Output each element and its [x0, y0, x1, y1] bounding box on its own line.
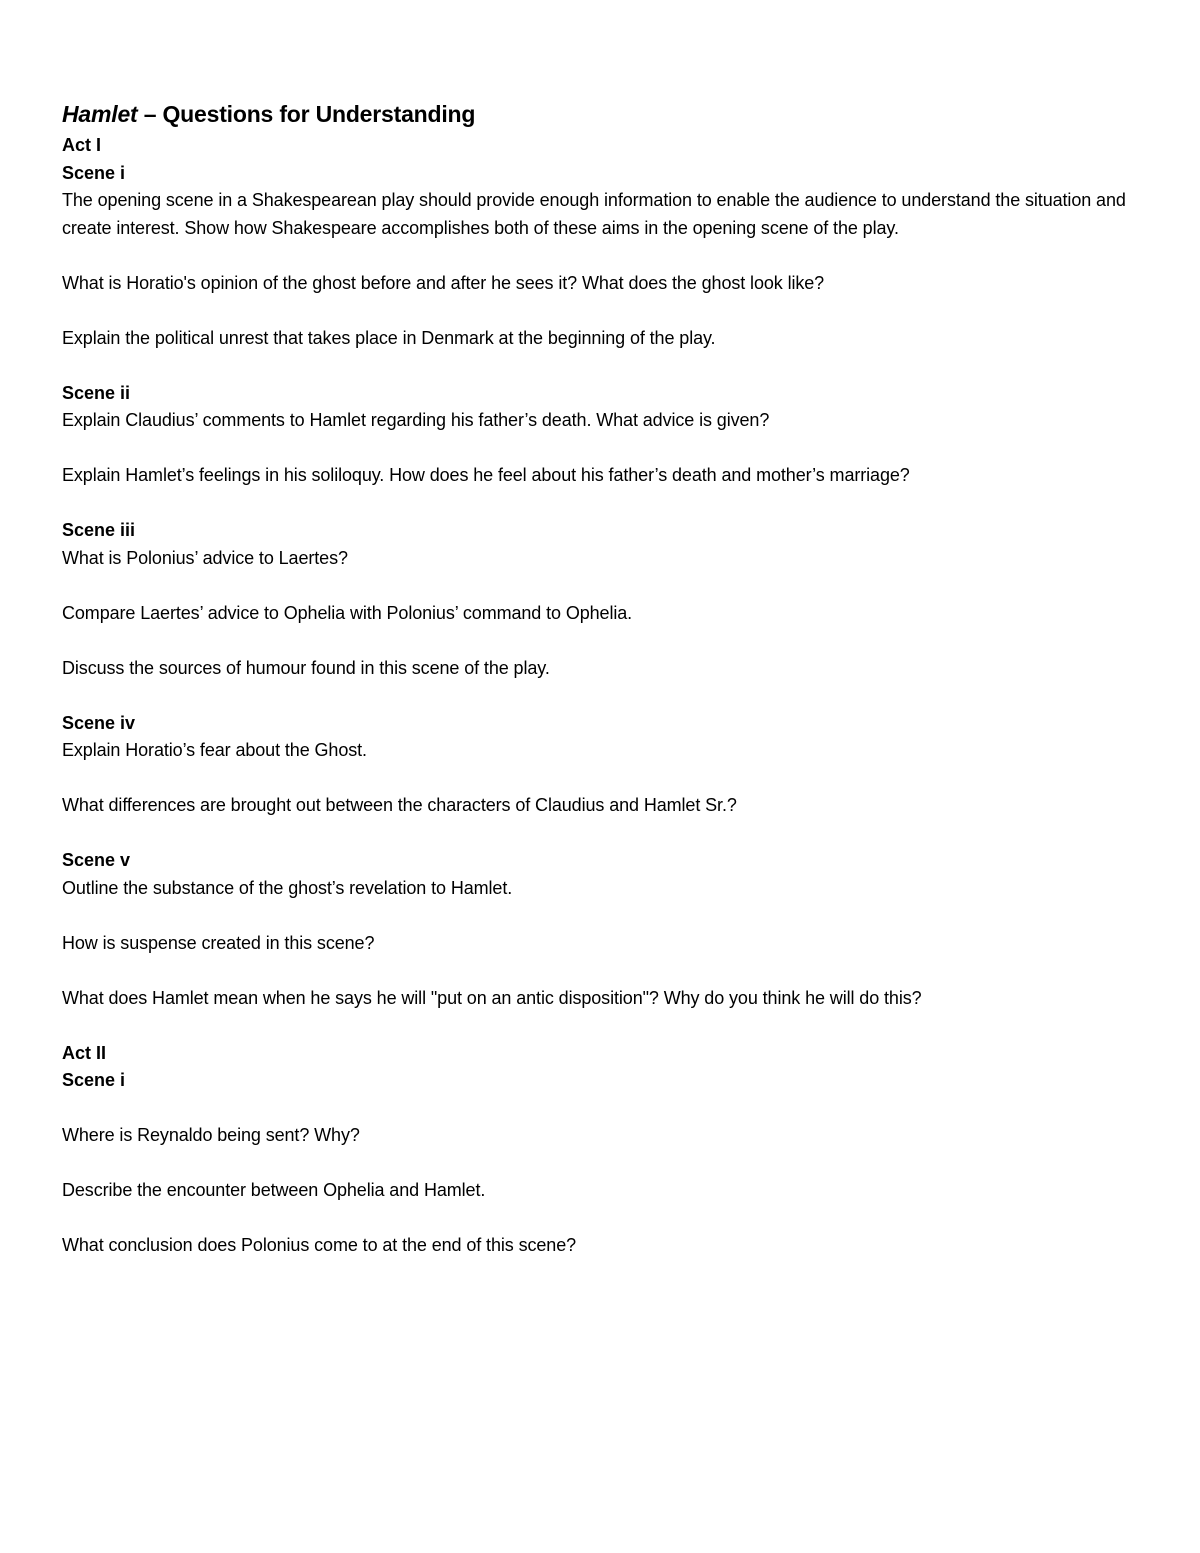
question-text: Explain Horatio’s fear about the Ghost. — [62, 740, 367, 760]
question-text: Compare Laertes’ advice to Ophelia with Polonius’ command to Ophelia. — [62, 602, 633, 623]
title-subtitle: – Questions for Understanding — [137, 101, 476, 127]
question-text: Explain the political unrest that takes place in Denmark at the beginning of the play. — [62, 327, 716, 348]
question-text: Discuss the sources of humour found in this scene of the play. — [62, 657, 550, 678]
scene-heading: Scene v — [62, 850, 131, 870]
scene-heading: Scene iii — [62, 520, 136, 540]
question-text: The opening scene in a Shakespearean play should provide enough information to enable the audience to understand the situation and create interest. Show how Shakespeare accomplishes both of these aims in the opening scene of the play. — [62, 190, 1126, 238]
question-text: What does Hamlet mean when he says he will "put on an antic disposition"? Why do you think he will do this? — [62, 987, 922, 1008]
act-heading: Act II — [62, 1042, 107, 1063]
act-heading: Act I — [62, 135, 102, 155]
question-text: What is Polonius’ advice to Laertes? — [62, 547, 348, 568]
question-text: Explain Hamlet’s feelings in his soliloquy. How does he feel about his father’s death and mother’s marriage? — [62, 465, 910, 485]
question-text: Outline the substance of the ghost’s revelation to Hamlet. — [62, 877, 513, 898]
scene-heading: Scene i — [62, 162, 126, 183]
question-text: Explain Claudius’ comments to Hamlet regarding his father’s death. What advice is given? — [62, 410, 770, 430]
blank-line — [62, 1095, 1152, 1123]
document-page — [62, 96, 1152, 1287]
document-title — [62, 96, 1152, 132]
question-text: What conclusion does Polonius come to at the end of this scene? — [62, 1235, 577, 1255]
scene-heading: Scene ii — [62, 382, 131, 403]
title-play-name: Hamlet — [62, 101, 138, 127]
question-text: Describe the encounter between Ophelia and Hamlet. — [62, 1180, 486, 1200]
question-text: What is Horatio's opinion of the ghost before and after he sees it? What does the ghost look like? — [62, 272, 825, 293]
question-text: How is suspense created in this scene? — [62, 932, 375, 953]
question-text: What differences are brought out between the characters of Claudius and Hamlet Sr.? — [62, 795, 737, 815]
scene-heading: Scene iv — [62, 712, 136, 733]
scene-heading: Scene i — [62, 1070, 126, 1090]
question-text: Where is Reynaldo being sent? Why? — [62, 1125, 360, 1145]
